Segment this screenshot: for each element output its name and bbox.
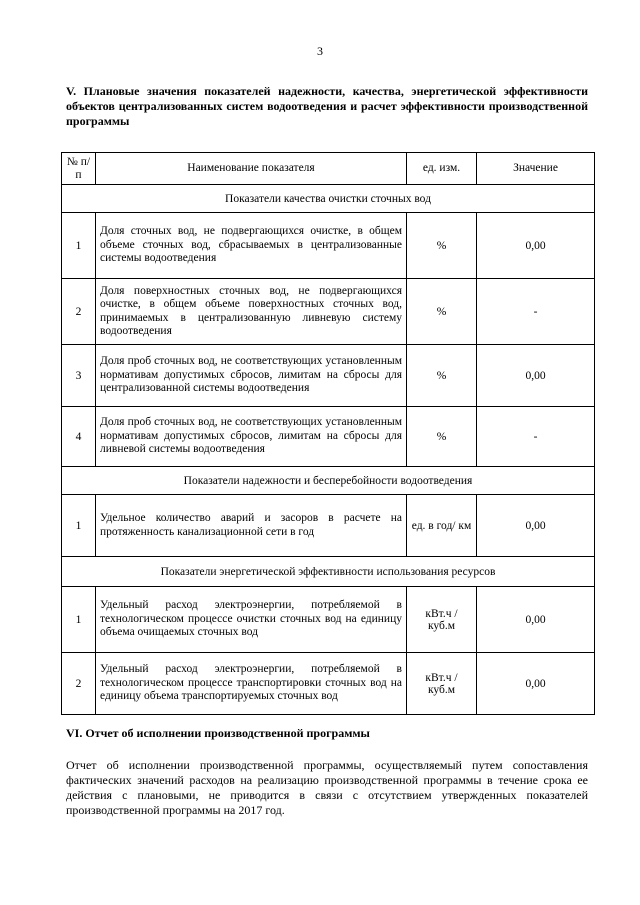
indicators-table xyxy=(61,152,595,715)
row-name: Доля проб сточных вод, не соответствующих установленным нормативам допустимых сбросов, лимитам на сбросы для централизованной системы водоотведения xyxy=(96,345,407,407)
row-value: 0,00 xyxy=(477,653,595,715)
table-row xyxy=(62,407,595,467)
group-title-energy: Показатели энергетической эффективности использования ресурсов xyxy=(62,557,595,587)
header-name: Наименование показателя xyxy=(96,153,407,185)
group-row xyxy=(62,467,595,495)
row-unit: % xyxy=(407,407,477,467)
row-name: Доля сточных вод, не подвергающихся очистке, в общем объеме сточных вод, сбрасываемых в централизованные системы водоотведения xyxy=(96,213,407,279)
header-num: № п/п xyxy=(62,153,96,185)
row-num: 3 xyxy=(62,345,96,407)
group-row xyxy=(62,185,595,213)
header-value: Значение xyxy=(477,153,595,185)
row-unit: % xyxy=(407,213,477,279)
row-value: - xyxy=(477,407,595,467)
row-unit: % xyxy=(407,279,477,345)
table-header-row xyxy=(62,153,595,185)
row-name: Доля проб сточных вод, не соответствующих установленным нормативам допустимых сбросов, лимитам на сбросы для ливневой системы водоотведения xyxy=(96,407,407,467)
table-row xyxy=(62,213,595,279)
row-num: 1 xyxy=(62,495,96,557)
row-unit: ед. в год/ км xyxy=(407,495,477,557)
row-name: Удельное количество аварий и засоров в расчете на протяженность канализационной сети в год xyxy=(96,495,407,557)
group-title-quality: Показатели качества очистки сточных вод xyxy=(62,185,595,213)
page-number: 3 xyxy=(317,44,323,58)
row-unit: % xyxy=(407,345,477,407)
report-paragraph: Отчет об исполнении производственной программы, осуществляемый путем сопоставления фактических значений расходов на реализацию производственной программы в течение срока ее действия с плановыми, не приводится в связи с отсутствием утвержденных показателей производственной программы на 2017 год. xyxy=(66,758,588,817)
row-unit: кВт.ч / куб.м xyxy=(407,653,477,715)
group-row xyxy=(62,557,595,587)
row-value: 0,00 xyxy=(477,213,595,279)
table-row xyxy=(62,345,595,407)
row-name: Доля поверхностных сточных вод, не подвергающихся очистке, в общем объеме поверхностных сточных вод, принимаемых в централизованную ливневую систему водоотведения xyxy=(96,279,407,345)
group-title-reliability: Показатели надежности и бесперебойности водоотведения xyxy=(62,467,595,495)
row-value: 0,00 xyxy=(477,587,595,653)
row-unit: кВт.ч / куб.м xyxy=(407,587,477,653)
row-num: 2 xyxy=(62,279,96,345)
row-name: Удельный расход электроэнергии, потребляемой в технологическом процессе транспортировки сточных вод на единицу объема транспортируемых сточных вод xyxy=(96,653,407,715)
row-num: 1 xyxy=(62,587,96,653)
row-name: Удельный расход электроэнергии, потребляемой в технологическом процессе очистки сточных вод на единицу объема очищаемых сточных вод xyxy=(96,587,407,653)
table-row xyxy=(62,587,595,653)
section-6-title: VI. Отчет об исполнении производственной программы xyxy=(66,726,370,740)
row-value: - xyxy=(477,279,595,345)
row-num: 4 xyxy=(62,407,96,467)
section-5-title: V. Плановые значения показателей надежности, качества, энергетической эффективности объектов централизованных систем водоотведения и расчет эффективности производственной программы xyxy=(66,84,588,128)
header-unit: ед. изм. xyxy=(407,153,477,185)
table-row xyxy=(62,279,595,345)
row-value: 0,00 xyxy=(477,345,595,407)
row-value: 0,00 xyxy=(477,495,595,557)
row-num: 1 xyxy=(62,213,96,279)
table-row xyxy=(62,495,595,557)
table-row xyxy=(62,653,595,715)
row-num: 2 xyxy=(62,653,96,715)
